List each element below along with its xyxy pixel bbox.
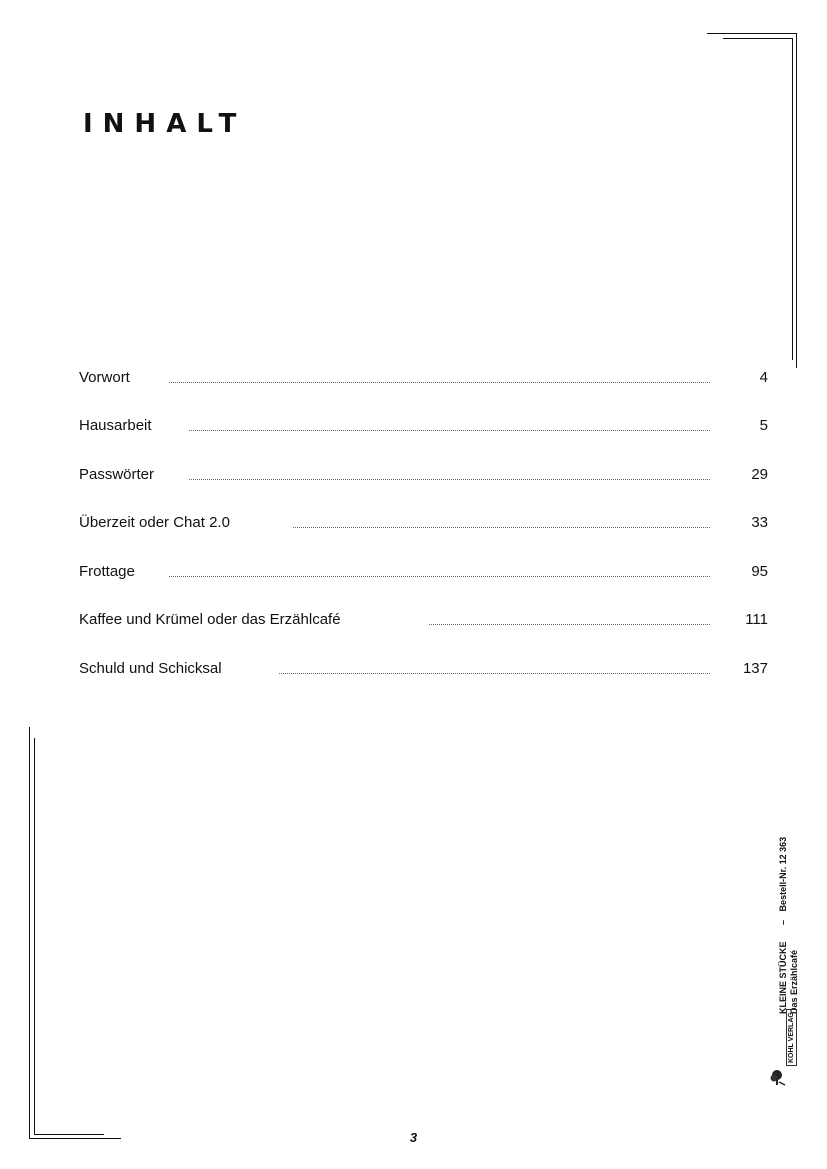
toc-entry-title: Frottage: [79, 563, 135, 580]
toc-entry-page: 4: [759, 369, 768, 386]
toc-entry-page: 5: [759, 417, 768, 434]
toc-entry-hausarbeit: [79, 416, 768, 438]
toc-entry-title: Hausarbeit: [79, 417, 152, 434]
imprint-line-series: [778, 837, 788, 1014]
toc-entry-page: 95: [751, 563, 768, 580]
publisher-logo: KOHL VERLAG: [786, 1009, 797, 1066]
publisher-tree-logo-icon: [770, 1068, 786, 1086]
toc-entry-page: 137: [742, 660, 768, 677]
toc-entry-title: Kaffee und Krümel oder das Erzählcafé: [79, 611, 341, 628]
toc-entry-frottage: [79, 562, 768, 584]
toc-entry-title: Vorwort: [79, 369, 130, 386]
toc-leader-dots: [189, 479, 710, 480]
toc-leader-dots: [279, 673, 710, 674]
frame-top-right-outer-vertical: [796, 33, 797, 368]
imprint-series: KLEINE STÜCKE: [778, 941, 788, 1014]
page-title: INHALT: [83, 109, 247, 139]
toc-entry-kaffee: [79, 610, 768, 632]
toc-entry-title: Passwörter: [79, 466, 155, 483]
frame-top-right-inner-vertical: [792, 38, 793, 360]
imprint-order-number: Bestell-Nr. 12 363: [778, 836, 788, 912]
toc-entry-schuld: [79, 659, 768, 681]
frame-bottom-left-inner-vertical: [34, 738, 35, 1134]
toc-entry-title: Überzeit oder Chat 2.0: [79, 514, 230, 531]
toc-leader-dots: [429, 624, 710, 625]
toc-leader-dots: [293, 527, 710, 528]
toc-leader-dots: [169, 576, 710, 577]
toc-entry-ueberzeit: [79, 513, 768, 535]
toc-entry-passwoerter: [79, 465, 768, 487]
frame-bottom-left-outer-vertical: [29, 727, 30, 1139]
toc-leader-dots: [169, 382, 710, 383]
toc-leader-dots: [189, 430, 710, 431]
imprint-separator: –: [778, 919, 788, 925]
imprint-title: Das Erzählcafé: [789, 949, 799, 1014]
toc-entry-page: 29: [751, 466, 768, 483]
frame-top-right-inner-horizontal: [723, 38, 793, 39]
toc-entry-page: 111: [745, 611, 768, 628]
toc-entry-page: 33: [751, 514, 768, 531]
toc-entry-vorwort: [79, 368, 768, 390]
page-number: 3: [409, 1130, 418, 1145]
frame-top-right-outer-horizontal: [707, 33, 797, 34]
toc-entry-title: Schuld und Schicksal: [79, 660, 222, 677]
